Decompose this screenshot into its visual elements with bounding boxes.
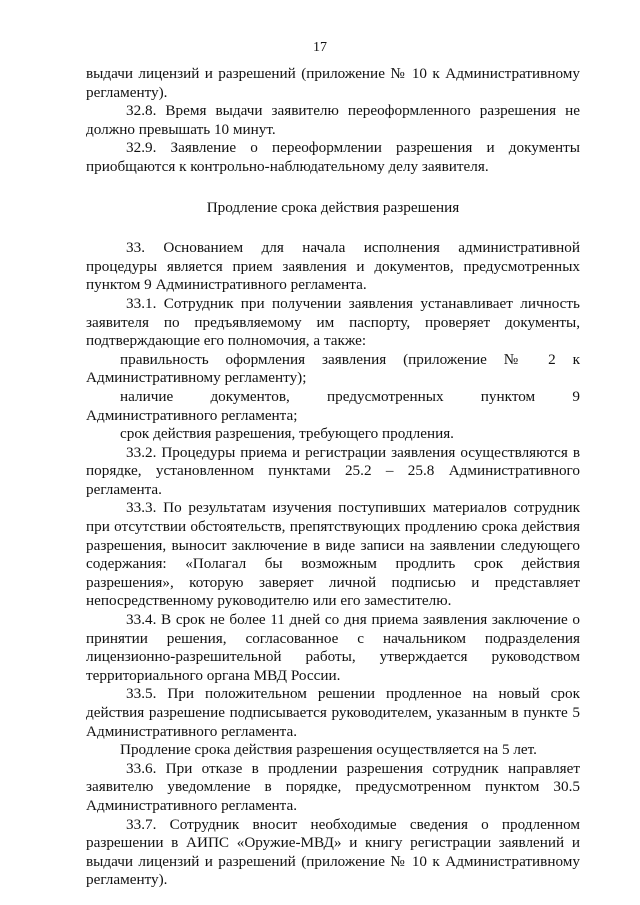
page-number: 17	[313, 40, 327, 55]
paragraph-33-1: 33.1. Сотрудник при получении заявления устанавливает личность заявителя по предъявляемому им паспорту, проверяет документы, подтверждающие его полномочия, а также:	[86, 294, 580, 350]
paragraph-33-3: 33.3. По результатам изучения поступивших материалов сотрудник при отсутствии обстоятельств, препятствующих продлению срока действия разрешения, выносит заключение в виде записи на заявлении следующего содержания: «Полагал бы возможным продлить срок действия разрешения», которую заверяет личной подписью и представляет непосредственному руководителю или его заместителю.	[86, 499, 580, 610]
paragraph-33-7: 33.7. Сотрудник вносит необходимые сведения о продленном разрешении в АИПС «Оружие-МВД» и книгу регистрации заявлений и выдачи лицензий и разрешений (приложение № 10 к Административному регламенту).	[86, 815, 580, 889]
paragraph-33-2: 33.2. Процедуры приема и регистрации заявления осуществляются в порядке, установленном пунктами 25.2 – 25.8 Административного регламента.	[86, 443, 580, 498]
list-item-validity: срок действия разрешения, требующего продления.	[120, 425, 454, 443]
list-item-documents: наличие документов, предусмотренных пунктом 9 Административного регламента;	[86, 387, 580, 424]
paragraph-33-6: 33.6. При отказе в продлении разрешения сотрудник направляет заявителю уведомление в порядке, предусмотренном пунктом 30.5 Административного регламента.	[86, 759, 580, 814]
paragraph-33-5: 33.5. При положительном решении продленное на новый срок действия разрешение подписывается руководителем, указанным в пункте 5 Административного регламента.	[86, 685, 580, 740]
paragraph-33-4: 33.4. В срок не более 11 дней со дня приема заявления заключение о принятии решения, согласованное с начальником подразделения лицензионно-разрешительной работы, утверждается руководством территориального органа МВД России.	[86, 611, 580, 684]
section-heading: Продление срока действия разрешения	[206, 198, 460, 216]
paragraph-32-8: 32.8. Время выдачи заявителю переоформленного разрешения не должно превышать 10 минут.	[86, 102, 580, 138]
paragraph-32-9: 32.9. Заявление о переоформлении разрешения и документы приобщаются к контрольно-наблюдательному делу заявителя.	[86, 139, 580, 175]
list-item-correctness: правильность оформления заявления (приложение № 2 к Административному регламенту);	[86, 350, 580, 387]
paragraph-extension-term: Продление срока действия разрешения осуществляется на 5 лет.	[120, 741, 537, 759]
document-body	[86, 65, 580, 890]
paragraph-33: 33. Основанием для начала исполнения административной процедуры является прием заявления и документов, предусмотренных пунктом 9 Административного регламента.	[86, 239, 580, 294]
paragraph-continuation: выдачи лицензий и разрешений (приложение № 10 к Административному регламенту).	[86, 65, 580, 101]
